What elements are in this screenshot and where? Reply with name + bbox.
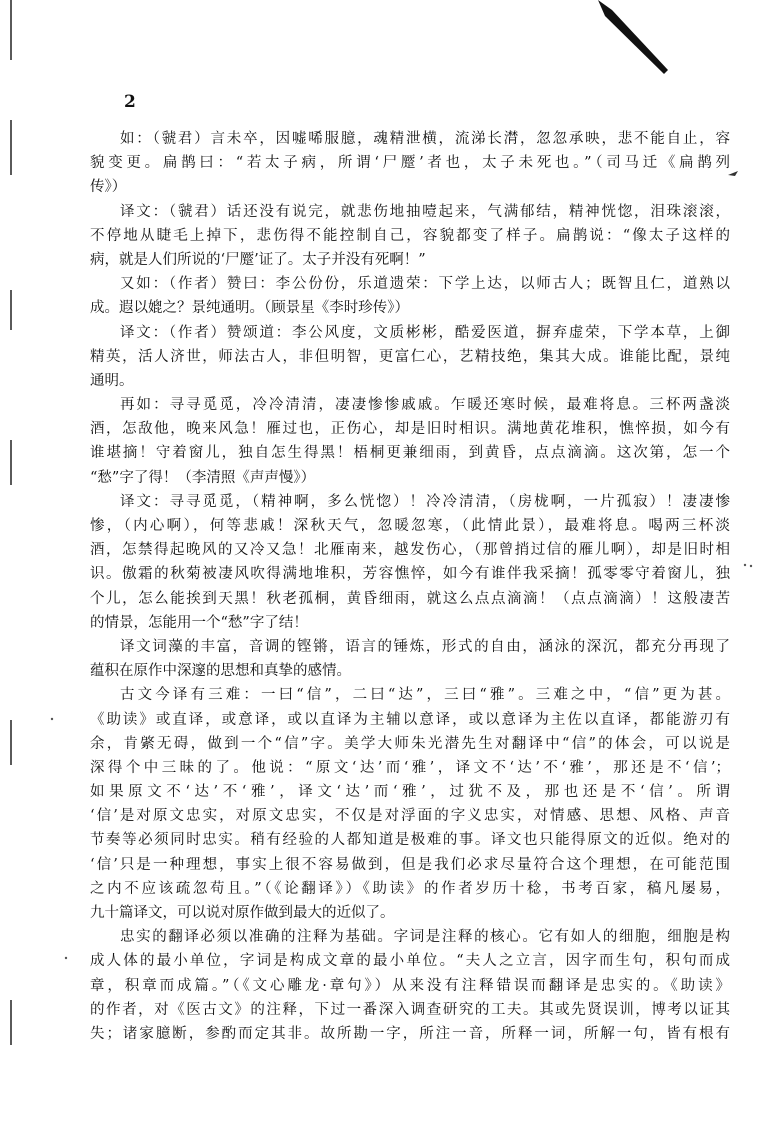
text-line: 章，积章而成篇。”（《文心雕龙·章句》）从来没有注释错误而翻译是忠实的。《助读》 xyxy=(90,977,730,994)
text-line: 成人体的最小单位，字词是构成文章的最小单位。“夫人之立言，因字而生句，积句而成 xyxy=(90,953,730,970)
text-line: 之内不应该疏忽苟且。”（《论翻译》）《助读》的作者岁历十稔，书考百家，稿凡屡易， xyxy=(90,880,730,897)
text-line: “愁”字了得！（李清照《声声慢》） xyxy=(90,469,316,486)
speck-mark xyxy=(744,564,746,566)
text-line: 通明。 xyxy=(90,372,134,389)
text-line: 译文词藻的丰富，音调的铿锵，语言的锤炼，形式的自由，涵泳的深沉，都充分再现了 xyxy=(120,638,730,655)
text-line: 失；诸家臆断，参酌而定其非。故所勘一字，所注一音，所释一词，所解一句，皆有根有 xyxy=(90,1025,730,1042)
text-line: 译文：（虢君）话还没有说完，就悲伤地抽噎起来，气满郁结，精神恍惚，泪珠滚滚， xyxy=(120,203,730,220)
text-line: 又如：（作者）赞曰：李公份份，乐道遗荣：下学上达，以师古人；既智且仁，道熟以 xyxy=(120,276,730,293)
text-line: 如果原文不‘达’不‘雅’，译文‘达’而‘雅’，过犹不及，那也还是不‘信’。所谓 xyxy=(90,784,730,801)
text-line: 如：（虢君）言未卒，因嘘唏服臆，魂精泄横，流涕长潸，忽忽承映，悲不能自止，容 xyxy=(120,131,730,147)
text-line: 成。遐以媲之？景纯通明。（顾景星《李时珍传》） xyxy=(90,300,409,317)
text-line: 貌变更。扁鹊曰：“若太子病，所谓‘尸蹷’者也，太子未死也。”（司马迁《扁鹊列 xyxy=(90,155,730,172)
speck-mark xyxy=(51,718,53,720)
text-line: 《助读》或直译，或意译，或以直译为主辅以意译，或以意译为主佐以直译，都能游刃有 xyxy=(90,711,730,728)
text-line: 酒，怎敌他，晚来风急！雁过也，正伤心，却是旧时相识。满地黄花堆积，憔悴损，如今有 xyxy=(90,421,730,438)
page-number: 2 xyxy=(124,92,136,112)
text-line: 精英，活人济世，师法古人，非但明智，更富仁心，艺精技绝，集其大成。谁能比配，景纯 xyxy=(90,348,730,365)
text-line: 的作者，对《医古文》的注释，下过一番深入调查研究的工夫。其或先贤误训，博考以证其 xyxy=(90,1001,730,1018)
text-line: 深得个中三昧的了。他说：“原文‘达’而‘雅’，译文不‘达’不‘雅’，那还是不‘信’； xyxy=(90,759,730,776)
text-line: 个儿，怎么能挨到天黑！秋老孤桐，黄昏细雨，就这么点点滴滴！（点点滴滴）！这般凄苦 xyxy=(90,590,730,607)
text-line: 忠实的翻译必须以准确的注释为基础。字词是注释的核心。它有如人的细胞，细胞是构 xyxy=(120,929,730,946)
body-text xyxy=(90,127,730,1046)
text-line: 再如：寻寻觅觅，冷冷清清，凄凄惨惨戚戚。乍暖还寒时候，最难将息。三杯两盏淡 xyxy=(120,397,730,414)
text-line: 蕴积在原作中深邃的思想和真挚的感情。 xyxy=(90,663,351,680)
text-line: 惨，（内心啊），何等悲戚！深秋天气，忽暖忽寒，（此情此景），最难将息。喝两三杯淡 xyxy=(90,518,730,534)
diagonal-stroke-mark xyxy=(598,0,668,74)
text-line: 译文：寻寻觅觅，（精神啊，多么恍惚）！冷冷清清，（房栊啊，一片孤寂）！凄凄惨 xyxy=(120,493,730,510)
text-line: 九十篇译文，可以说对原作做到最大的近似了。 xyxy=(90,905,395,921)
text-line: 节奏等必须同时忠实。稍有经验的人都知道是极难的事。译文也只能得原文的近似。绝对的 xyxy=(90,832,730,849)
text-line: 传》） xyxy=(90,179,127,196)
text-line: 古文今译有三难：一曰“信”，二曰“达”，三曰“雅”。三难之中，“信”更为甚。 xyxy=(120,687,730,704)
text-line: 病，就是人们所说的‘尸蹷’证了。太子并没有死啊！” xyxy=(90,251,426,268)
text-line: 余，肯綮无碍，做到一个“信”字。美学大师朱光潜先生对翻译中“信”的体会，可以说是 xyxy=(90,735,730,752)
text-line: 译文：（作者）赞颂道：李公风度，文质彬彬，酷爱医道，摒弃虚荣，下学本草，上御 xyxy=(120,324,730,341)
text-line: 的情景，怎能用一个“愁”字了结！ xyxy=(90,614,308,631)
speck-mark xyxy=(750,565,752,567)
text-line: 酒，怎禁得起晚风的又冷又急！北雁南来，越发伤心，（那曾捎过信的雁儿啊），却是旧时相 xyxy=(90,542,730,559)
speck-mark xyxy=(65,957,67,959)
text-line: 谁堪摘！守着窗儿，独自怎生得黑！梧桐更兼细雨，到黄昏，点点滴滴。这次第，怎一个 xyxy=(90,445,730,462)
text-line: 不停地从睫毛上掉下，悲伤得不能控制自己，容貌都变了样子。扁鹊说：“像太子这样的 xyxy=(90,227,730,244)
text-line: ‘信’是对原文忠实，对原文忠实，不仅是对浮面的字义忠实，对情感、思想、风格、声音 xyxy=(90,808,730,825)
text-line: ‘信’只是一种理想，事实上很不容易做到，但是我们必求尽量符合这个理想，在可能范围 xyxy=(90,856,730,873)
text-line: 识。傲霜的秋菊被凄风吹得满地堆积，芳容憔悴，如今有谁伴我采摘！孤零零守着窗儿，独 xyxy=(90,566,730,583)
